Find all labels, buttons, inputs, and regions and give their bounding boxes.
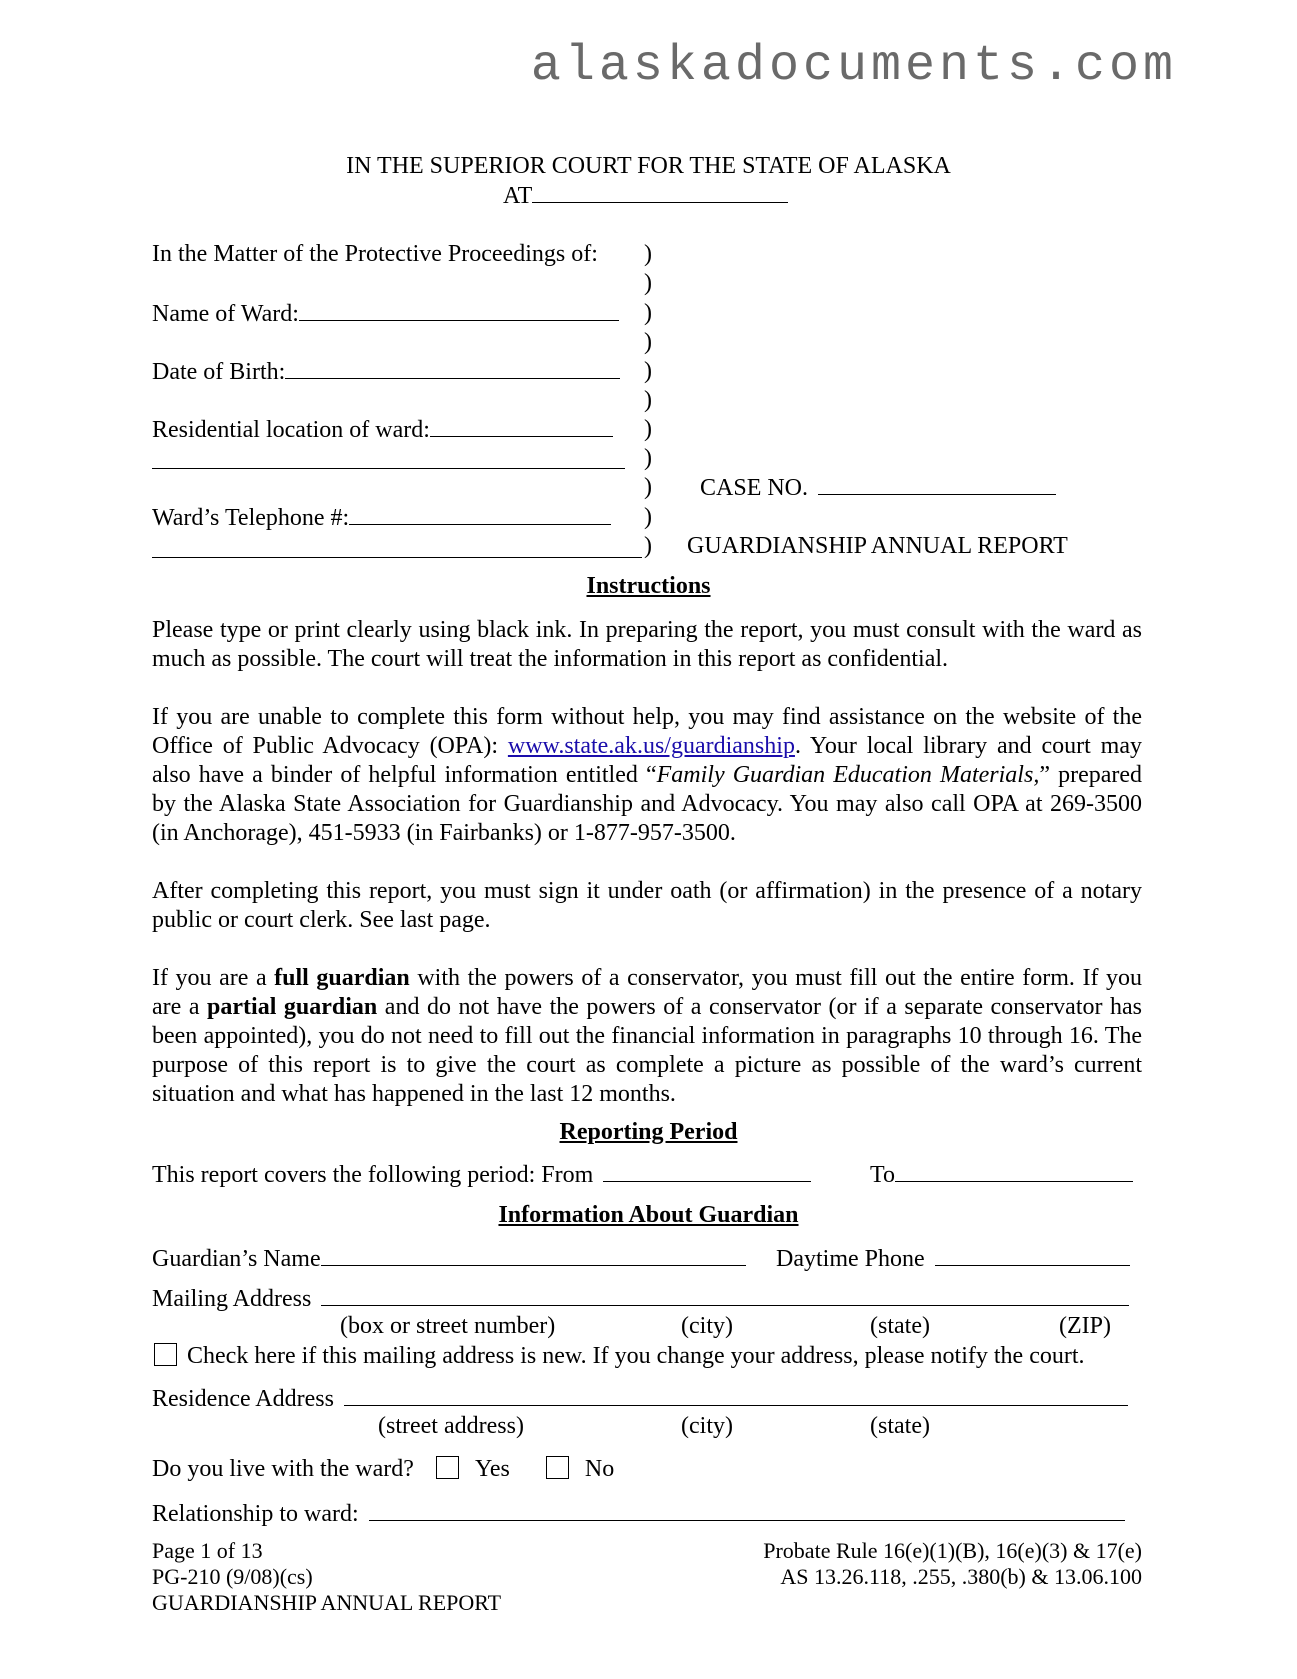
residence-sub-city: (city) [681, 1413, 733, 1439]
new-address-label: Check here if this mailing address is new. If you change your address, please notify the court. [187, 1343, 1085, 1369]
caption-paren: ) [644, 445, 652, 471]
footer-rule: Probate Rule 16(e)(1)(B), 16(e)(3) & 17(e) [763, 1538, 1142, 1563]
watermark: alaskadocuments.com [530, 38, 1177, 95]
instructions-p4 [152, 964, 1142, 1109]
p4-text-c: with the powers of a conservator, you must fill out the entire form. If you are a [152, 965, 1143, 1020]
daytime-phone-field[interactable] [935, 1245, 1130, 1266]
mailing-sub-zip: (ZIP) [1059, 1313, 1111, 1339]
p2-italic-title: Family Guardian Education Materials, [656, 762, 1040, 788]
reporting-to-field[interactable] [895, 1161, 1133, 1182]
residence-address-label: Residence Address [152, 1386, 334, 1412]
p4-full-guardian: full guardian [274, 965, 410, 991]
court-title: IN THE SUPERIOR COURT FOR THE STATE OF ALASKA [346, 153, 951, 179]
daytime-phone-label: Daytime Phone [776, 1246, 925, 1272]
residence-address-field[interactable] [344, 1385, 1128, 1406]
court-location [503, 182, 788, 210]
instructions-p3 [152, 877, 1142, 935]
ward-name-row [152, 300, 619, 328]
case-no-row [700, 474, 1056, 502]
mailing-sub-state: (state) [870, 1313, 930, 1339]
caption-paren: ) [644, 474, 652, 500]
caption-paren: ) [644, 416, 652, 442]
relationship-label: Relationship to ward: [152, 1501, 359, 1527]
matter-label: In the Matter of the Protective Proceedings of: [152, 241, 598, 267]
telephone-field[interactable] [349, 504, 611, 525]
caption-paren: ) [644, 358, 652, 384]
guardian-name-field[interactable] [321, 1245, 746, 1266]
residential-field-line2[interactable] [152, 444, 625, 469]
relationship-row [152, 1500, 1125, 1528]
mailing-sub-street: (box or street number) [340, 1313, 556, 1339]
residence-sub-street: (street address) [378, 1413, 524, 1439]
reporting-to-row [870, 1161, 1133, 1189]
instructions-p2 [152, 703, 1142, 848]
dob-label: Date of Birth: [152, 359, 286, 385]
telephone-field-line2[interactable] [152, 531, 642, 558]
live-with-yes-checkbox[interactable] [436, 1456, 459, 1479]
instructions-p3-text: After completing this report, you must sign it under oath (or affirmation) in the presence of a notary public or court clerk. See last page. [152, 878, 1142, 933]
instructions-heading: Instructions [586, 573, 711, 599]
footer-form-no: PG-210 (9/08)(cs) [152, 1564, 313, 1589]
new-address-checkbox[interactable] [154, 1343, 177, 1366]
mailing-address-label: Mailing Address [152, 1286, 312, 1312]
guardian-name-row [152, 1245, 746, 1273]
p4-partial-guardian: partial guardian [207, 994, 378, 1020]
caption-paren: ) [644, 300, 652, 326]
ward-name-field[interactable] [299, 300, 619, 321]
reporting-from-row [152, 1161, 811, 1189]
live-with-no-checkbox[interactable] [546, 1456, 569, 1479]
live-with-label: Do you live with the ward? [152, 1456, 414, 1482]
caption-paren: ) [644, 387, 652, 413]
guardian-heading: Information About Guardian [498, 1202, 799, 1228]
caption-paren: ) [644, 329, 652, 355]
p4-text-d: and do not have the powers of a conservator (or if a separate conservator has been appointed), you do not need to fill out the financial information in paragraphs 10 through 16. The purpose of this report is to give the court as complete a picture as possible of the ward’s current situation and what has happened in the last 12 months. [152, 994, 1143, 1107]
p2-text-c: ” prepared by the Alaska State Association for Guardianship and Advocacy. You may also call OPA at 269-3500 (in Anchorage), 451-5933 (in Fairbanks) or 1-877-957-3500. [152, 762, 1143, 846]
caption-paren: ) [644, 270, 652, 296]
p4-text-a: If you are a [152, 965, 275, 991]
residence-sub-state: (state) [870, 1413, 930, 1439]
reporting-from-field[interactable] [603, 1161, 811, 1182]
residential-label: Residential location of ward: [152, 417, 430, 443]
live-with-row [152, 1456, 614, 1483]
instructions-p1-text: Please type or print clearly using black ink. In preparing the report, you must consult with the ward as much as possible. The court will treat the information in this report as confidential. [152, 617, 1142, 672]
caption-paren: ) [644, 504, 652, 530]
residential-field[interactable] [430, 416, 613, 437]
reporting-from-label: This report covers the following period: From [152, 1162, 594, 1188]
form-title: GUARDIANSHIP ANNUAL REPORT [687, 533, 1068, 559]
live-with-no-label: No [584, 1456, 615, 1482]
residential-row [152, 416, 613, 444]
new-address-row [154, 1343, 1085, 1370]
mailing-sub-city: (city) [681, 1313, 733, 1339]
reporting-heading: Reporting Period [559, 1119, 738, 1145]
instructions-p1 [152, 616, 1142, 674]
telephone-row [152, 504, 611, 532]
daytime-phone-row [776, 1245, 1130, 1273]
caption-paren: ) [644, 241, 652, 267]
footer-statute: AS 13.26.118, .255, .380(b) & 13.06.100 [780, 1564, 1142, 1589]
relationship-field[interactable] [369, 1500, 1125, 1521]
guardian-name-label: Guardian’s Name [152, 1246, 321, 1272]
opa-website-link[interactable]: www.state.ak.us/guardianship [507, 733, 795, 759]
caption-paren: ) [644, 533, 652, 559]
dob-field[interactable] [285, 358, 620, 379]
telephone-label: Ward’s Telephone #: [152, 505, 350, 531]
residence-address-row [152, 1385, 1128, 1413]
case-no-label: CASE NO. [700, 475, 809, 501]
footer-page: Page 1 of 13 [152, 1538, 263, 1563]
p2-text-a: If you are unable to complete this form without help, you may find assistance on the website of the Office of Public Advocacy (OPA): [152, 704, 1142, 759]
mailing-address-row [152, 1285, 1129, 1313]
mailing-address-field[interactable] [321, 1285, 1129, 1306]
footer-form-name: GUARDIANSHIP ANNUAL REPORT [152, 1590, 502, 1615]
ward-name-label: Name of Ward: [152, 301, 299, 327]
p2-text-b: . Your local library and court may also have a binder of helpful information entitled “ [152, 733, 1143, 788]
case-no-field[interactable] [818, 474, 1056, 495]
reporting-to-label: To [870, 1162, 895, 1188]
court-location-field[interactable] [532, 182, 788, 203]
dob-row [152, 358, 620, 386]
at-label: AT [503, 183, 533, 209]
live-with-yes-label: Yes [474, 1456, 510, 1482]
